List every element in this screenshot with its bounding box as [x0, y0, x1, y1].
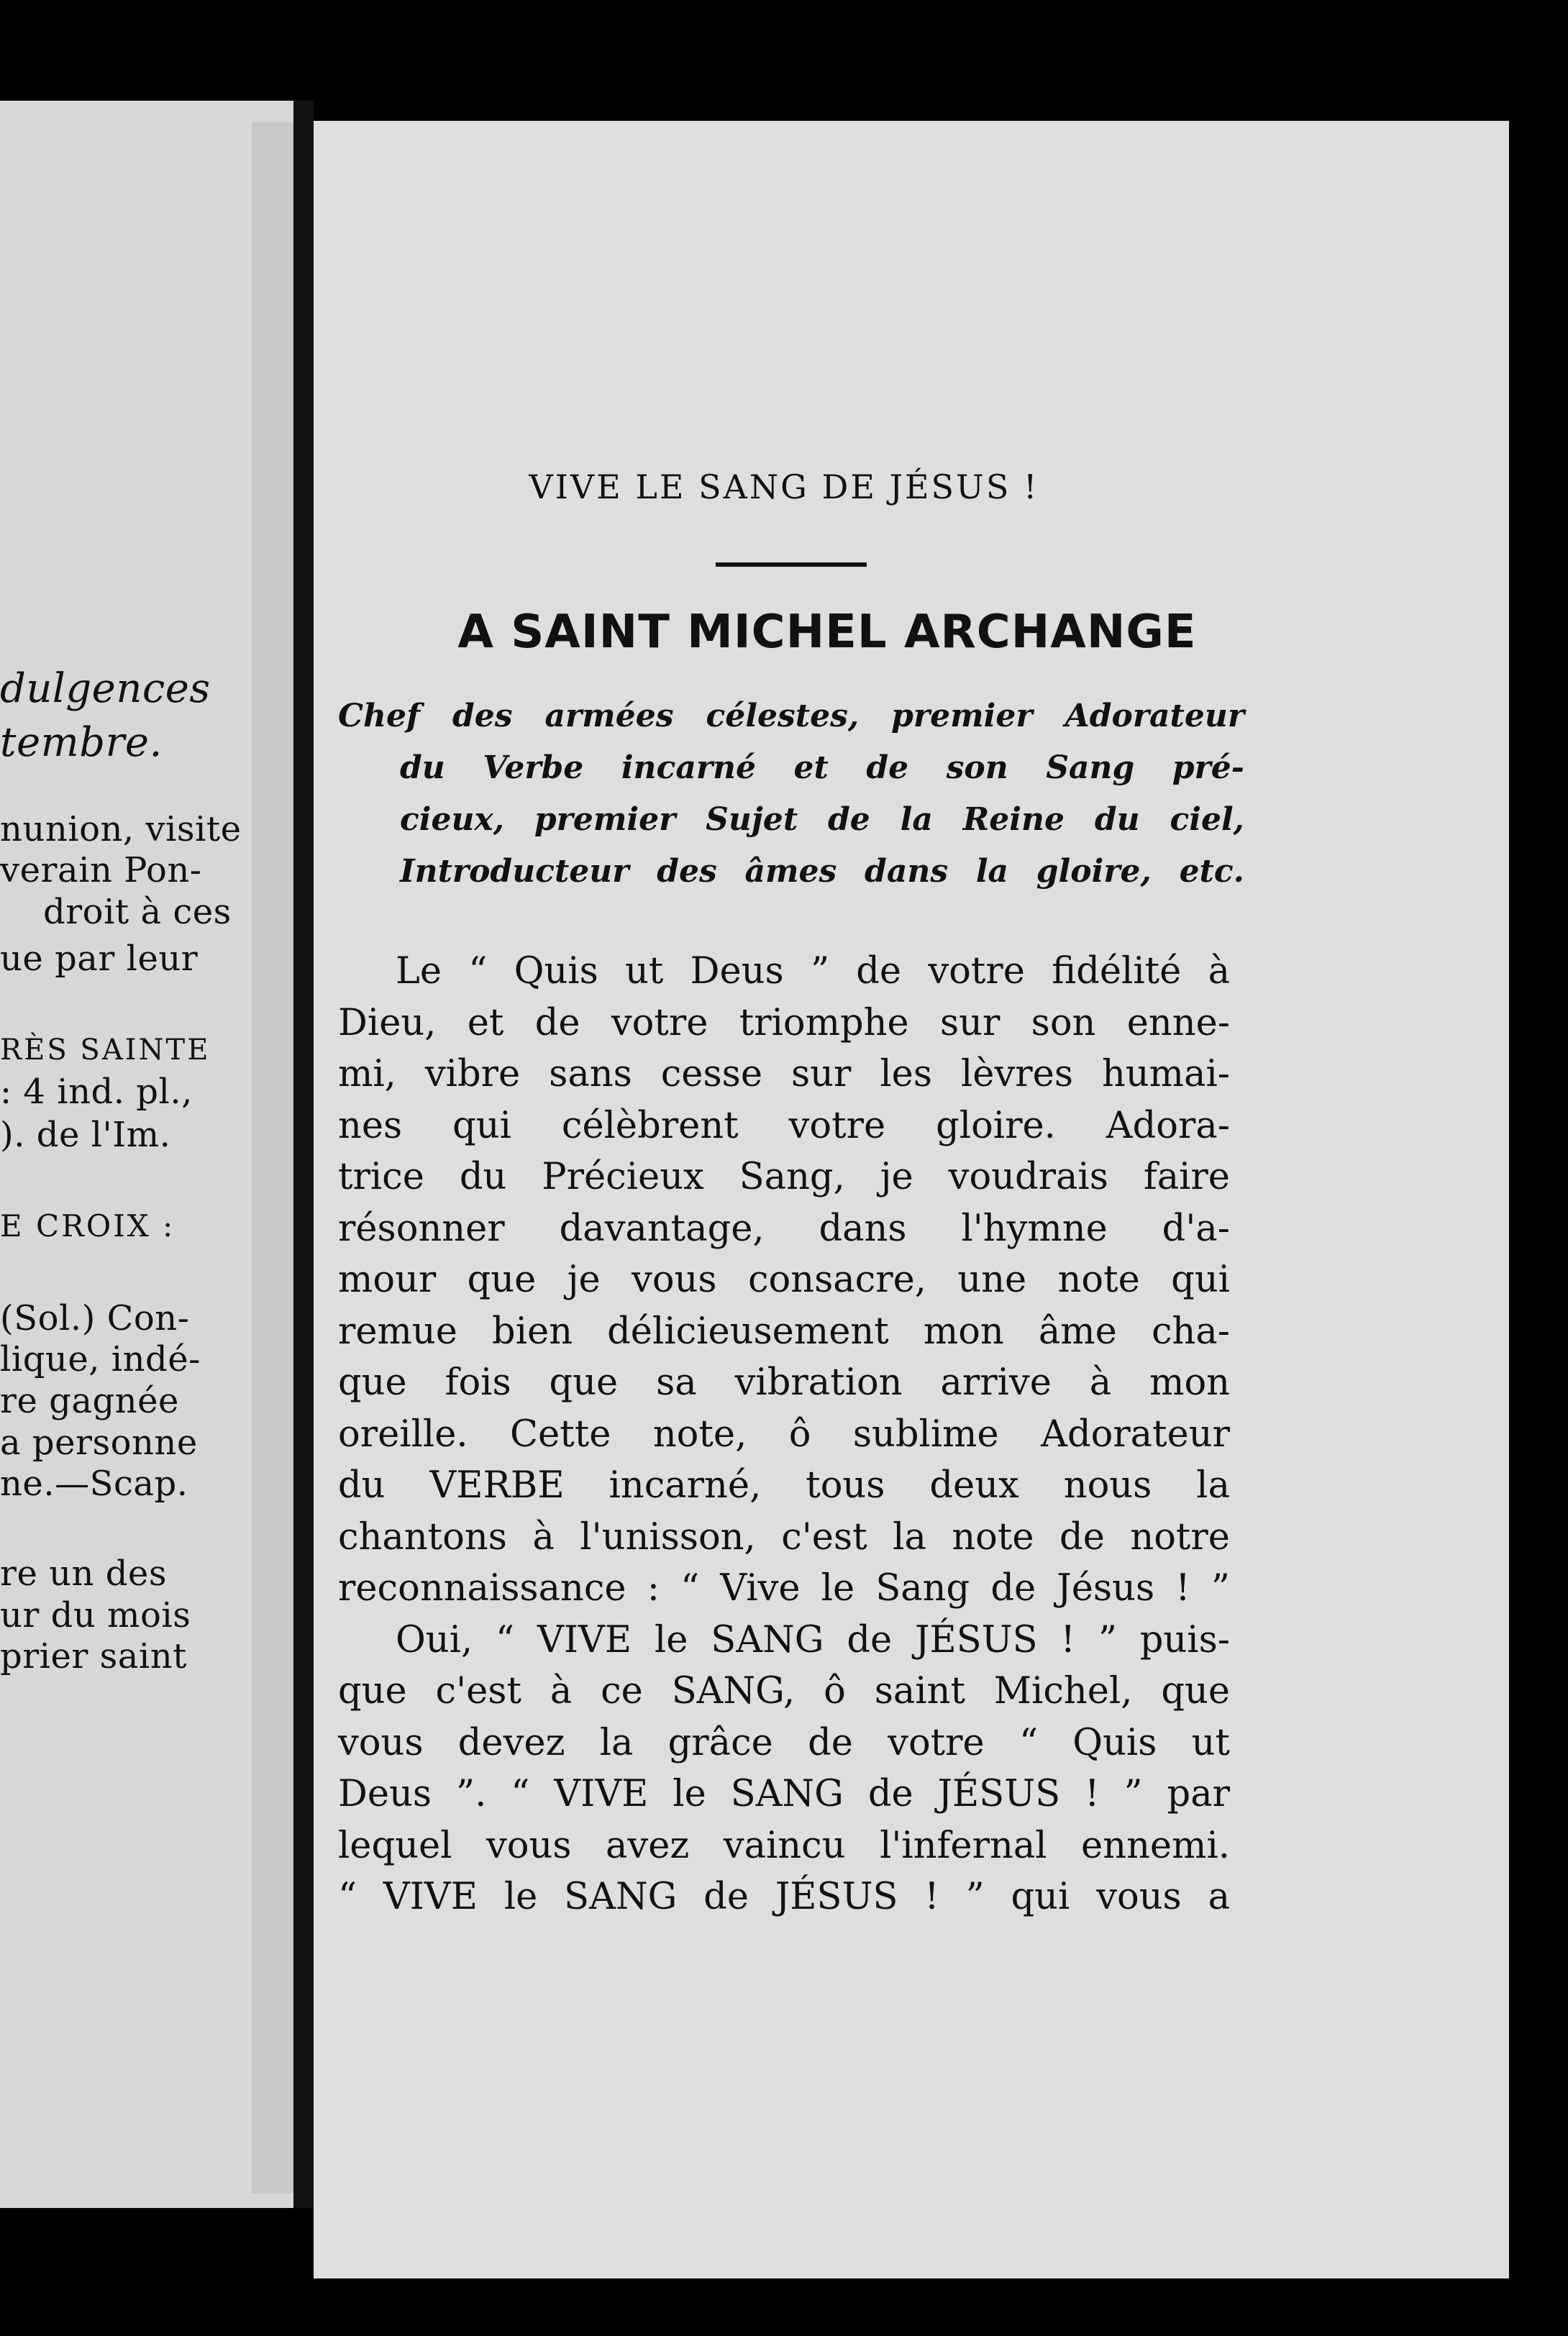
body-line: chantons à l'unisson, c'est la note de notre — [338, 1515, 1230, 1559]
left-fragment: lique, indé- — [0, 1339, 201, 1379]
body-line: oreille. Cette note, ô sublime Adorateur — [338, 1413, 1230, 1456]
left-fragment: : 4 ind. pl., — [0, 1072, 193, 1112]
body-line: mi, vibre sans cesse sur les lèvres humai- — [338, 1053, 1230, 1095]
body-line: du VERBE incarné, tous deux nous la — [338, 1464, 1230, 1507]
subtitle-line: du Verbe incarné et de son Sang pré- — [400, 749, 1244, 786]
left-fragment: ne.—Scap. — [0, 1464, 188, 1504]
subtitle — [338, 690, 1244, 898]
left-fragment: re gagnée — [0, 1381, 179, 1421]
subtitle-line: Chef des armées célestes, premier Adorateur — [338, 698, 1244, 734]
left-fragment: ). de l'Im. — [0, 1115, 171, 1155]
left-fragment: E CROIX : — [0, 1208, 176, 1244]
body-line: mour que je vous consacre, une note qui — [338, 1259, 1230, 1301]
subtitle-line: cieux, premier Sujet de la Reine du ciel, — [400, 801, 1244, 838]
body-line: trice du Précieux Sang, je voudrais faire — [338, 1156, 1230, 1198]
book-gutter — [293, 101, 314, 2208]
body-line: reconnaissance : “ Vive le Sang de Jésus ! ” — [338, 1567, 1230, 1610]
body-line: nes qui célèbrent votre gloire. Adora- — [338, 1104, 1230, 1147]
left-fragment: (Sol.) Con- — [0, 1298, 190, 1338]
left-fragment: tembre. — [0, 719, 163, 766]
running-head: VIVE LE SANG DE JÉSUS ! — [529, 467, 1039, 506]
left-fragment: re un des — [0, 1553, 167, 1594]
body-line: vous devez la grâce de votre “ Quis ut — [338, 1721, 1230, 1764]
left-fragment: prier saint — [0, 1636, 187, 1676]
subtitle-line: Introducteur des âmes dans la gloire, etc. — [400, 853, 1244, 890]
body-line: Deus ”. “ VIVE le SANG de JÉSUS ! ” par — [338, 1773, 1230, 1815]
body-line: que c'est à ce SANG, ô saint Michel, que — [338, 1670, 1230, 1712]
body-text — [338, 946, 1230, 1923]
left-page-edge — [252, 122, 293, 2194]
left-fragment: a personne — [0, 1423, 198, 1463]
title-rule — [716, 562, 867, 567]
body-line: “ VIVE le SANG de JÉSUS ! ” qui vous a — [338, 1876, 1230, 1918]
left-fragment: dulgences — [0, 665, 211, 712]
body-line: remue bien délicieusement mon âme cha- — [338, 1310, 1230, 1353]
left-fragment: RÈS SAINTE — [0, 1034, 211, 1067]
body-line: Le “ Quis ut Deus ” de votre fidélité à — [396, 950, 1230, 993]
left-fragment: verain Pon- — [0, 850, 202, 890]
left-fragment: ur du mois — [0, 1595, 191, 1635]
left-fragment: droit à ces — [43, 892, 232, 932]
body-line: résonner davantage, dans l'hymne d'a- — [338, 1207, 1230, 1250]
left-fragment: nunion, visite — [0, 809, 242, 849]
body-line: lequel vous avez vaincu l'infernal ennemi. — [338, 1824, 1230, 1867]
body-line: Dieu, et de votre triomphe sur son enne- — [338, 1001, 1230, 1044]
body-line: Oui, “ VIVE le SANG de JÉSUS ! ” puis- — [396, 1618, 1230, 1661]
left-fragment: ue par leur — [0, 939, 199, 979]
body-line: que fois que sa vibration arrive à mon — [338, 1361, 1230, 1404]
page-title: A SAINT MICHEL ARCHANGE — [457, 606, 1197, 659]
